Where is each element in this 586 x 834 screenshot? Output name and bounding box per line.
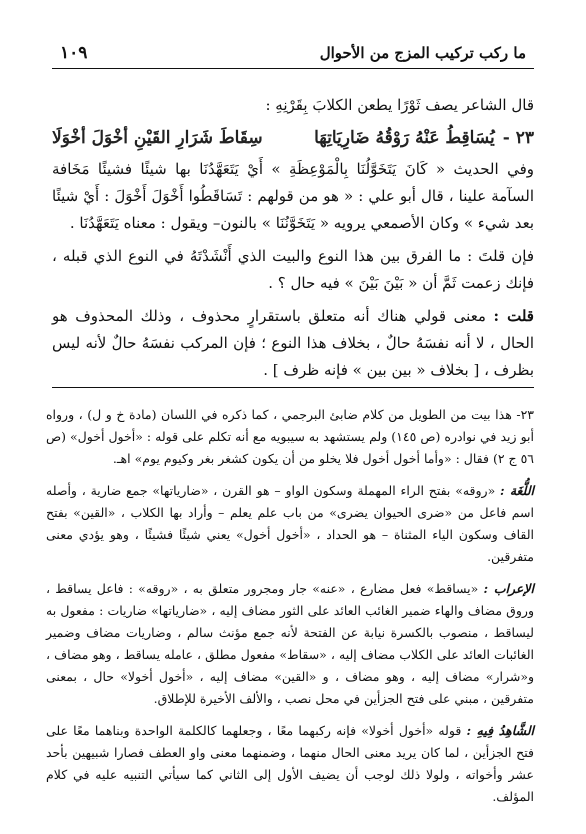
irab-label: الإعراب : (483, 581, 534, 596)
shahid-text: قوله «أخول أخولا» فإنه ركبهما معًا ، وجعلهما كالكلمة الواحدة وبناهما معًا على فتح الجزأين ، لما كان يريد معنى الحال منهما ، وضمنهما معنى واو العطف فصارا شبيهين بأحد عشر وأخواته ، ولولا ذلك لوجب أن يضيف الأول إلى الثاني كما سيأتي التنبيه عليه في كلام المؤلف. (46, 723, 534, 804)
verse-number: ٢٣ - (502, 128, 534, 148)
paragraph-question: فإن قلتَ : ما الفرق بين هذا النوع والبيت الذي أَنْشَدْتَهُ في النوع الذي قبله ، فإنك زعمت ثَمَّ أن « بَيْنَ بَيْنَ » فيه حال ؟ . (52, 247, 534, 292)
verse-first-hemistich (314, 125, 534, 152)
lugha-label: اللُّغَة : (500, 483, 534, 498)
main-text (52, 92, 534, 390)
lugha-text: «روقه» بفتح الراء المهملة وسكون الواو – هو القرن ، «ضارياتها» جمع ضارية ، وأصله اسم فاعل من «ضرى الحيوان يضرى» من باب علم يعلم – وأراد بها الكلاب ، «القين» بفتح القاف وسكون الياء المثناة – هو الحداد ، «أخول أخول» يعني شيئًا فشيئًا ، وهو يؤدي معنى متفرقين. (46, 483, 534, 564)
footnote-lugha (46, 480, 534, 568)
page-header (60, 40, 526, 66)
paragraph-hadith: وفي الحديث « كَانَ يَتَخَوَّلُنَا بِالْمَوْعِظَةِ » أَيْ يَتَعَهَّدُنَا بها شيئًا فشيئًا مَخَافة السآمة علينا ، قال أبو علي : « هو من قولهم : تَسَاقَطُوا أَخْوَلَ أَخْوَلَ : أَيْ شيئًا بعد شيء » وكان الأصمعي يرويه « يَتَخَوَّنُنَا » بالنون– ويقول : معناه يَتَعَهَّدُنَا . (52, 160, 534, 232)
verse-intro: قال الشاعر يصف ثَوْرًا يطعن الكلابَ بِقَرْنِهِ : (265, 96, 534, 114)
page-number: ١٠٩ (60, 43, 88, 63)
irab-text: «يساقط» فعل مضارع ، «عنه» جار ومجرور متعلق به ، «روقه» : فاعل يساقط ، وروق مضاف والهاء ضمير الغائب العائد على الثور مضاف إليه ، «ضارياتها» ضاريات : مفعول به ليساقط ، منصوب بالكسرة نيابة عن الفتحة لأنه جمع مؤنث سالم ، وضاريات مضاف وضمير الغائبات العائد على الكلاب مضاف إليه ، «سقاط» مفعول مطلق ، عامله يساقط ، وهو مضاف ، و«شرار» مضاف إليه ، وهو مضاف ، و «القين» مضاف إليه ، «أخول أخولا» حال ، بمعنى متفرقين ، مبني على فتح الجزأين في محل نصب ، والألف الأخيرة للإطلاق. (46, 581, 534, 706)
verse-first-text: يُسَاقِطُ عَنْهُ رَوْقُهُ ضَارِيَاتِهَا (314, 128, 495, 148)
verse-second-hemistich: سِقَاطَ شَرَارِ القَيْنِ أخْوَلَ أخْوَلَا (52, 128, 263, 148)
footnote-shahid (46, 720, 534, 808)
answer-text: معنى قولي هناك أنه متعلق باستقرارٍ محذوف ، وذلك المحذوف هو الحال ، لا أنه نفسَهُ حالٌ ، بخلاف هذا النوع ؛ فإن المركب نفسَهُ حالٌ لأنه ليس بظرف ، [ بخلاف « بين بين » فإنه ظرف ] . (52, 307, 534, 379)
footnotes (46, 404, 534, 818)
footnote-irab (46, 578, 534, 710)
running-title: ما ركب تركيب المزج من الأحوال (319, 44, 526, 62)
paragraph-answer (52, 303, 534, 384)
answer-label: قلت : (493, 307, 534, 325)
shahid-label: الشَّاهِدُ فِيهِ : (466, 723, 534, 738)
verse-line (52, 125, 534, 152)
header-rule (52, 68, 534, 69)
footnote-rule (52, 387, 534, 388)
footnote-source: ٢٣- هذا بيت من الطويل من كلام ضابئ البرجمي ، كما ذكره في اللسان (مادة خ و ل) ، ورواه أبو زيد في نوادره (ص ١٤٥) ولم يستشهد به سيبويه مع أنه تكلم على قوله : «أخول أخول» (ص ٥٦ ج ٢) فقال : «وأما أخول أخول فلا يخلو من أن يكون كشغر بغر وكيوم يوم» اهـ. (46, 407, 534, 466)
